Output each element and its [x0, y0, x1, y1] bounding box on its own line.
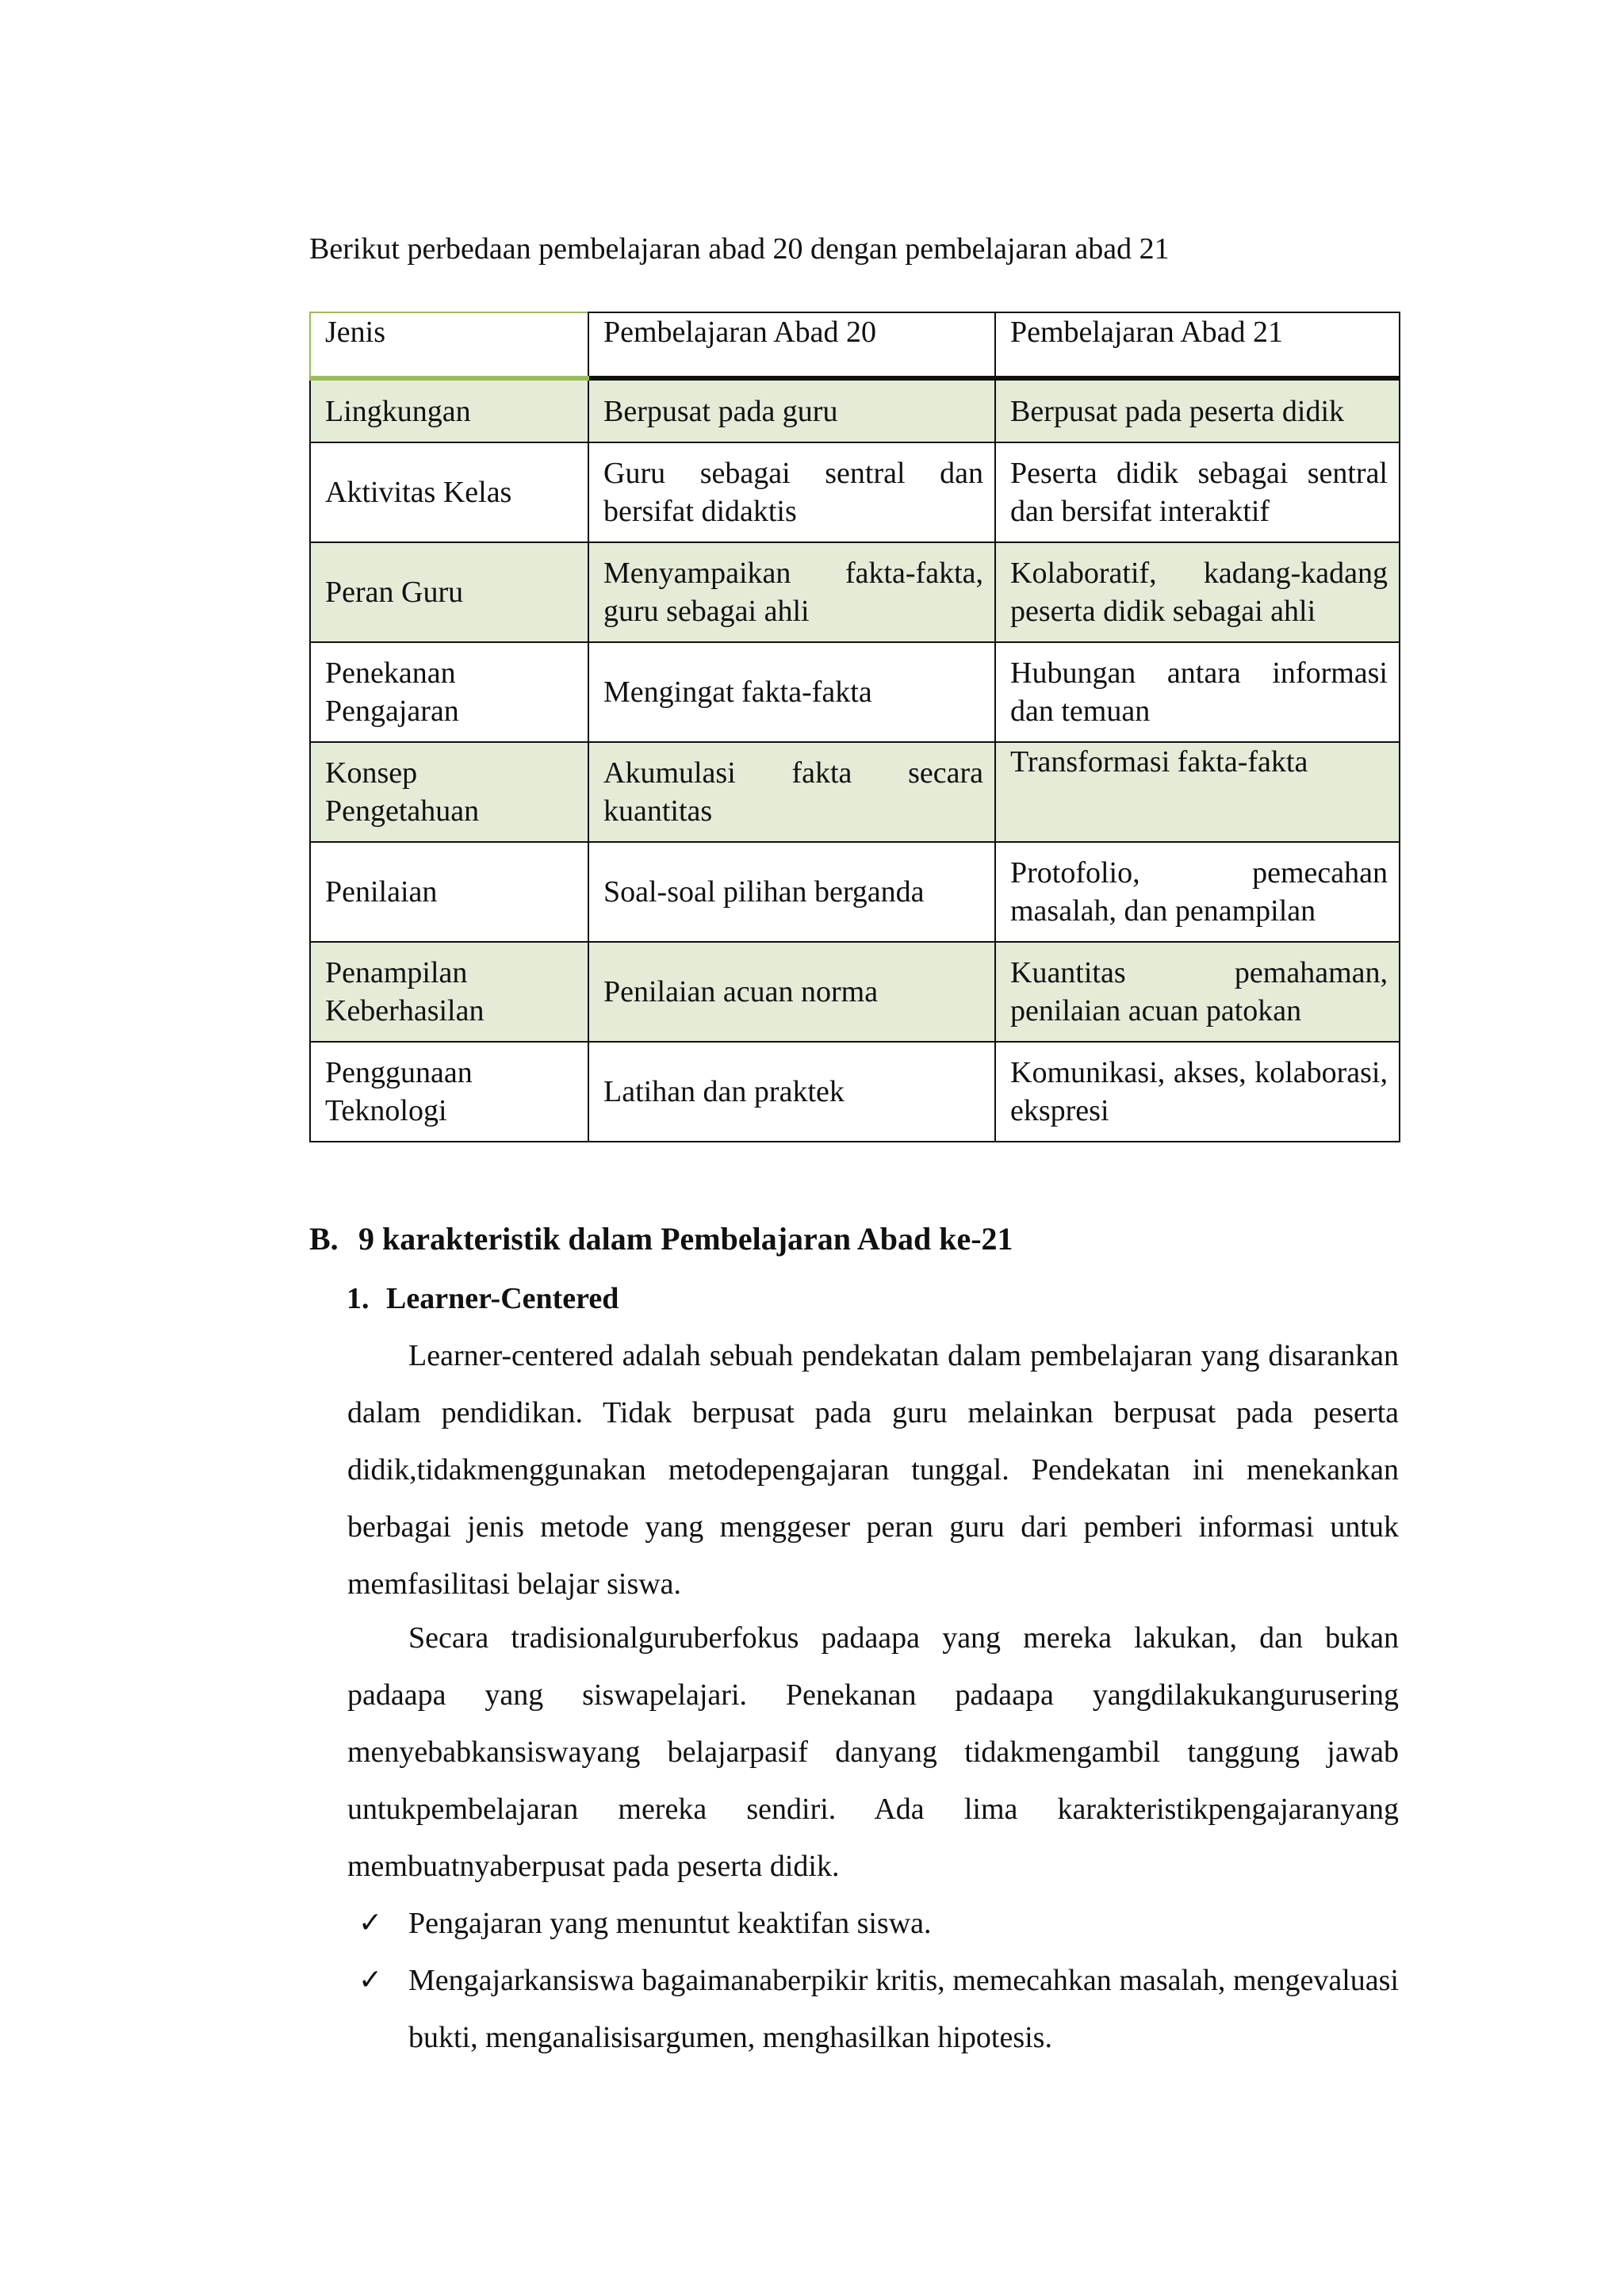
body-paragraph: Learner-centered adalah sebuah pendekatan dalam pembelajaran yang disarankan dalam pendidikan. Tidak berpusat pada guru melainkan berpusat pada peserta didik,tidakmenggunakan metodepengajaran tunggal. Pendekatan ini menekankan berbagai jenis metode yang menggeser peran guru dari pemberi informasi untuk memfasilitasi belajar siswa. [347, 1339, 1399, 1601]
table-cell: Penggunaan Teknologi [310, 1042, 588, 1142]
table-cell: Penampilan Keberhasilan [310, 942, 588, 1042]
header-cell-abad-20: Pembelajaran Abad 20 [588, 312, 995, 378]
table-header-row [310, 312, 1400, 378]
table-cell: Akumulasi fakta secara kuantitas [588, 742, 995, 842]
section-number: B. [309, 1221, 339, 1257]
table-row [310, 642, 1400, 742]
intro-text: Berikut perbedaan pembelajaran abad 20 dengan pembelajaran abad 21 [309, 232, 1170, 266]
list-item-text: Mengajarkansiswa bagaimanaberpikir kritis, memecahkan masalah, mengevaluasi bukti, menganalisisargumen, menghasilkan hipotesis. [408, 1964, 1399, 2054]
table-cell: Konsep Pengetahuan [310, 742, 588, 842]
list-item [347, 1952, 1399, 2066]
section-heading [309, 1219, 1013, 1260]
table-cell: Peran Guru [310, 542, 588, 642]
table-row [310, 442, 1400, 542]
table-cell: Lingkungan [310, 378, 588, 442]
table-cell: Hubungan antara informasi dan temuan [995, 642, 1400, 742]
table-cell: Protofolio, pemecahan masalah, dan penampilan [995, 842, 1400, 942]
table-cell: Penilaian [310, 842, 588, 942]
table-cell: Transformasi fakta-fakta [995, 742, 1400, 842]
table-row [310, 742, 1400, 842]
subsection-heading [347, 1279, 619, 1318]
check-icon: ✓ [358, 1964, 383, 1996]
table-row [310, 942, 1400, 1042]
table-cell: Berpusat pada guru [588, 378, 995, 442]
table-cell: Kolaboratif, kadang-kadang peserta didik sebagai ahli [995, 542, 1400, 642]
table-cell: Peserta didik sebagai sentral dan bersifat interaktif [995, 442, 1400, 542]
table-cell: Menyampaikan fakta-fakta, guru sebagai ahli [588, 542, 995, 642]
subsection-number: 1. [347, 1282, 370, 1315]
body-paragraph: Secara tradisionalguruberfokus padaapa yang mereka lakukan, dan bukan padaapa yang siswapelajari. Penekanan padaapa yangdilakukangurusering menyebabkansiswayang belajarpasif danyang tidakmengambil tanggung jawab untukpembelajaran mereka sendiri. Ada lima karakteristikpengajaranyang membuatnyaberpusat pada peserta didik. [347, 1621, 1399, 1883]
checklist [347, 1895, 1399, 2066]
section-title: 9 karakteristik dalam Pembelajaran Abad ke-21 [358, 1221, 1013, 1257]
list-item [347, 1895, 1399, 1952]
table-cell: Kuantitas pemahaman, penilaian acuan patokan [995, 942, 1400, 1042]
table-cell: Penekanan Pengajaran [310, 642, 588, 742]
table-row [310, 1042, 1400, 1142]
subsection-title: Learner-Centered [386, 1282, 619, 1315]
table-cell: Soal-soal pilihan berganda [588, 842, 995, 942]
check-icon: ✓ [358, 1907, 383, 1939]
header-cell-jenis: Jenis [310, 312, 588, 378]
table-cell: Aktivitas Kelas [310, 442, 588, 542]
table-row [310, 378, 1400, 442]
table-row [310, 542, 1400, 642]
table-cell: Berpusat pada peserta didik [995, 378, 1400, 442]
table-row [310, 842, 1400, 942]
table-cell: Guru sebagai sentral dan bersifat didaktis [588, 442, 995, 542]
header-cell-abad-21: Pembelajaran Abad 21 [995, 312, 1400, 378]
table-cell: Mengingat fakta-fakta [588, 642, 995, 742]
table-cell: Latihan dan praktek [588, 1042, 995, 1142]
table-cell: Komunikasi, akses, kolaborasi, ekspresi [995, 1042, 1400, 1142]
table-cell: Penilaian acuan norma [588, 942, 995, 1042]
comparison-table [309, 312, 1400, 1142]
list-item-text: Pengajaran yang menuntut keaktifan siswa. [408, 1907, 932, 1940]
